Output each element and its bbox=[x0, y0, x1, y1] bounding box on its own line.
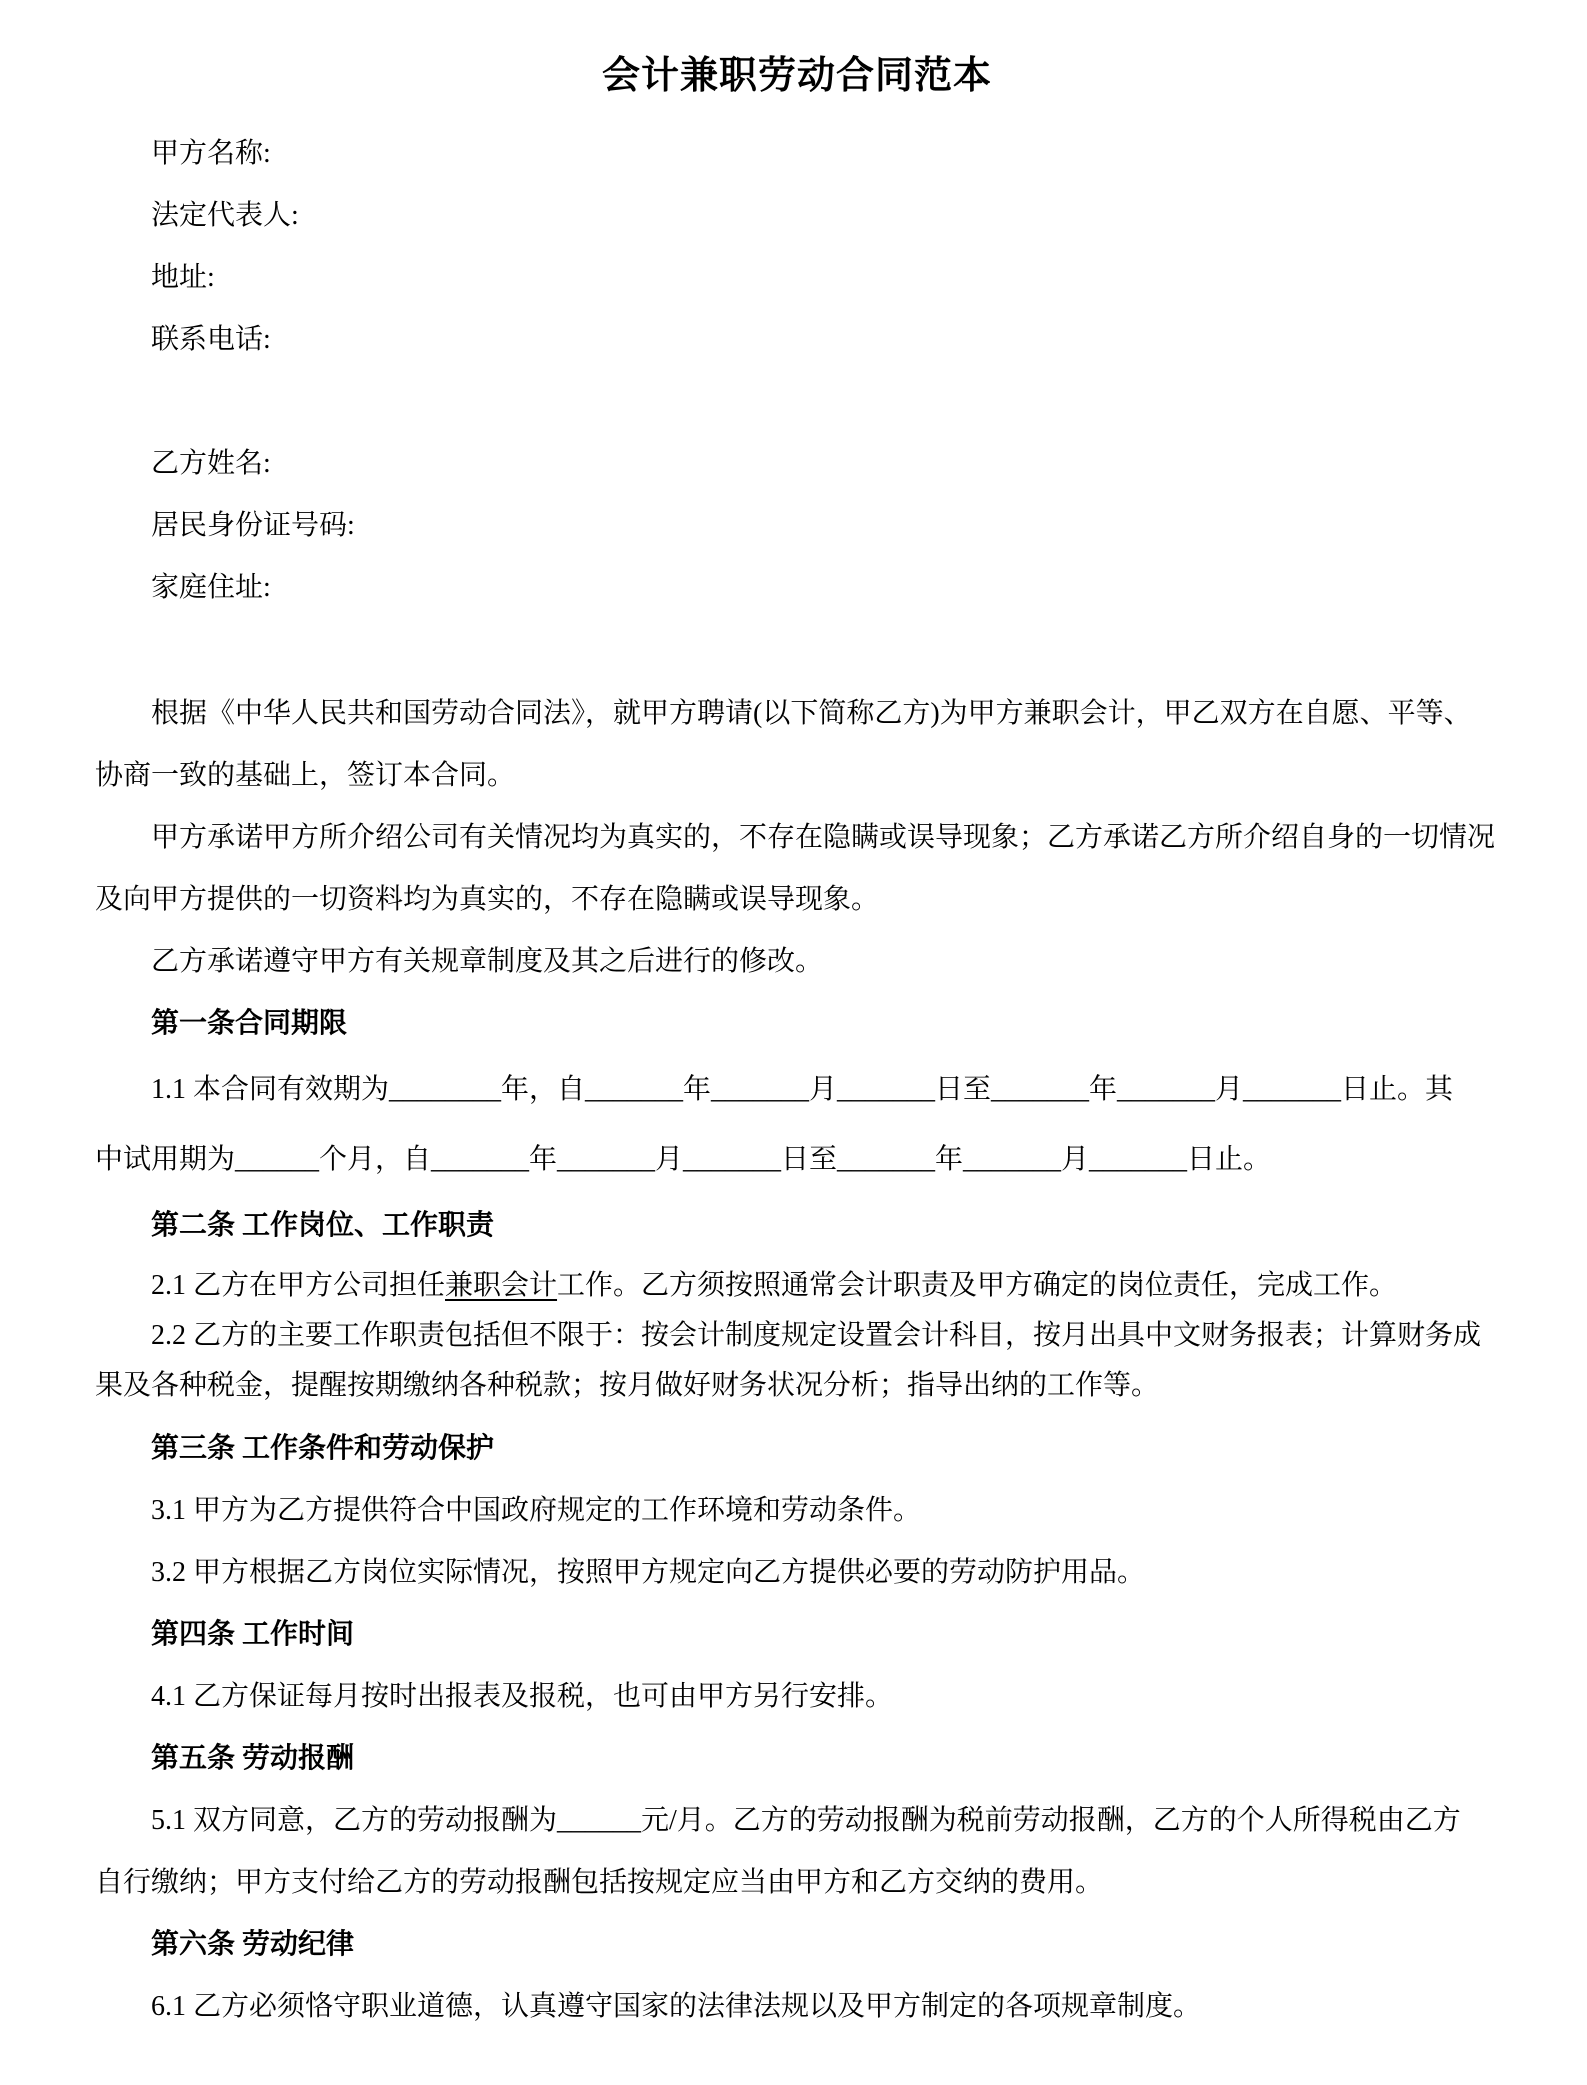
clause-3-2 bbox=[95, 1542, 1499, 1604]
underlined-position-term: 兼职会计 bbox=[445, 1270, 558, 1301]
preamble-paragraph-1 bbox=[95, 683, 1499, 807]
clause-5-1-line-1: 5.1 双方同意，乙方的劳动报酬为______元/月。乙方的劳动报酬为税前劳动报酬，乙方的个人所得税由乙方 bbox=[151, 1805, 1461, 1836]
section-1-heading-block bbox=[95, 993, 1499, 1055]
party-a-phone-label: 联系电话: bbox=[151, 324, 271, 355]
clause-3-2-line-1: 3.2 甲方根据乙方岗位实际情况，按照甲方规定向乙方提供必要的劳动防护用品。 bbox=[151, 1557, 1146, 1588]
clause-6-1 bbox=[95, 1976, 1499, 2038]
clause-2-2-line-1: 2.2 乙方的主要工作职责包括但不限于：按会计制度规定设置会计科目，按月出具中文财务报表；计算财务成 bbox=[151, 1320, 1482, 1351]
party-b-id-number-label: 居民身份证号码: bbox=[151, 510, 355, 541]
preamble-paragraph-3-line-1: 乙方承诺遵守甲方有关规章制度及其之后进行的修改。 bbox=[151, 946, 824, 977]
document-title: 会计兼职劳动合同范本 bbox=[601, 55, 992, 97]
section-3-heading: 第三条 工作条件和劳动保护 bbox=[151, 1433, 495, 1464]
party-a-address-label: 地址: bbox=[151, 262, 215, 293]
preamble-paragraph-3 bbox=[95, 931, 1499, 993]
clause-2-1 bbox=[95, 1261, 1499, 1311]
preamble-paragraph-2-line-2: 及向甲方提供的一切资料均为真实的，不存在隐瞒或误导现象。 bbox=[95, 884, 880, 915]
clause-2-1-text-post: 工作。乙方须按照通常会计职责及甲方确定的岗位责任，完成工作。 bbox=[557, 1270, 1398, 1301]
clause-2-1-line-1 bbox=[95, 1261, 1499, 1311]
preamble-paragraph-1-line-1: 根据《中华人民共和国劳动合同法》，就甲方聘请(以下简称乙方)为甲方兼职会计，甲乙双方在自愿、平等、 bbox=[151, 698, 1472, 729]
clause-2-2-line-2: 果及各种税金，提醒按期缴纳各种税款；按月做好财务状况分析；指导出纳的工作等。 bbox=[95, 1370, 1160, 1401]
clause-2-2 bbox=[95, 1311, 1499, 1411]
party-b-home-address-label: 家庭住址: bbox=[151, 572, 271, 603]
section-5-heading-block bbox=[95, 1728, 1499, 1790]
clause-4-1 bbox=[95, 1666, 1499, 1728]
clause-1-1 bbox=[95, 1055, 1499, 1195]
clause-2-1-text-pre: 2.1 乙方在甲方公司担任 bbox=[151, 1270, 446, 1301]
party-b-name-label: 乙方姓名: bbox=[151, 448, 271, 479]
preamble-paragraph-1-line-2: 协商一致的基础上，签订本合同。 bbox=[95, 760, 516, 791]
clause-3-1 bbox=[95, 1480, 1499, 1542]
section-5-heading: 第五条 劳动报酬 bbox=[151, 1743, 355, 1774]
section-6-heading: 第六条 劳动纪律 bbox=[151, 1929, 355, 1960]
clause-6-1-line-1: 6.1 乙方必须恪守职业道德，认真遵守国家的法律法规以及甲方制定的各项规章制度。 bbox=[151, 1991, 1202, 2022]
party-a-name-label: 甲方名称: bbox=[151, 138, 271, 169]
document-content bbox=[95, 46, 1499, 2038]
clause-1-1-line-2: 中试用期为______个月，自_______年_______月_______日至_______年_______月_______日止。 bbox=[95, 1144, 1272, 1175]
section-3-heading-block bbox=[95, 1418, 1499, 1480]
section-4-heading-block bbox=[95, 1604, 1499, 1666]
preamble-paragraph-2-line-1: 甲方承诺甲方所介绍公司有关情况均为真实的，不存在隐瞒或误导现象；乙方承诺乙方所介绍自身的一切情况 bbox=[151, 822, 1496, 853]
section-6-heading-block bbox=[95, 1914, 1499, 1976]
clause-5-1 bbox=[95, 1790, 1499, 1914]
section-1-heading: 第一条合同期限 bbox=[151, 1008, 348, 1039]
section-2-heading-block bbox=[95, 1195, 1499, 1257]
clause-1-1-line-1: 1.1 本合同有效期为________年，自_______年_______月_______日至_______年_______月_______日止。其 bbox=[151, 1074, 1454, 1105]
clause-4-1-line-1: 4.1 乙方保证每月按时出报表及报税，也可由甲方另行安排。 bbox=[151, 1681, 894, 1712]
section-2-heading: 第二条 工作岗位、工作职责 bbox=[151, 1210, 495, 1241]
party-b-info-block bbox=[95, 433, 1499, 619]
section-4-heading: 第四条 工作时间 bbox=[151, 1619, 355, 1650]
clause-3-1-line-1: 3.1 甲方为乙方提供符合中国政府规定的工作环境和劳动条件。 bbox=[151, 1495, 922, 1526]
party-a-info-block bbox=[95, 123, 1499, 371]
preamble-paragraph-2 bbox=[95, 807, 1499, 931]
clause-5-1-line-2: 自行缴纳；甲方支付给乙方的劳动报酬包括按规定应当由甲方和乙方交纳的费用。 bbox=[95, 1867, 1104, 1898]
party-a-legal-representative-label: 法定代表人: bbox=[151, 200, 299, 231]
